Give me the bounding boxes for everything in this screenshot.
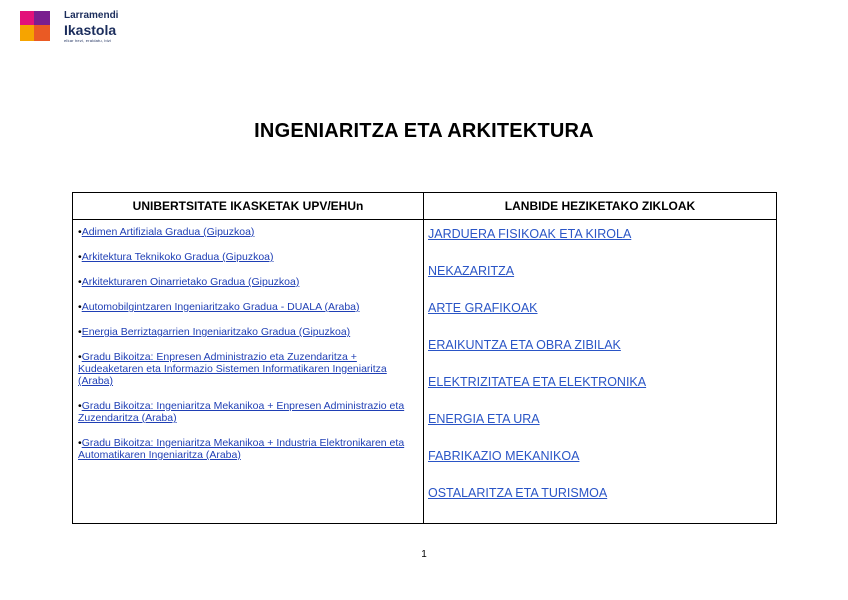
university-degree-link[interactable]: Gradu Bikoitza: Ingeniaritza Mekanikoa + Industria Elektronikaren eta Automatikaren Ingeniaritza (Araba) xyxy=(78,437,405,461)
university-list-item xyxy=(78,351,419,387)
header-university: UNIBERTSITATE IKASKETAK UPV/EHUn xyxy=(73,193,424,220)
logo-mark-icon xyxy=(20,11,50,41)
vocational-cycle-link[interactable]: ERAIKUNTZA ETA OBRA ZIBILAK xyxy=(428,338,621,352)
university-list-item xyxy=(78,301,419,313)
university-degree-link[interactable]: Arkitektura Teknikoko Gradua (Gipuzkoa) xyxy=(81,251,274,263)
vocational-list-item xyxy=(428,374,772,390)
university-list-item xyxy=(78,276,419,288)
page-title: INGENIARITZA ETA ARKITEKTURA xyxy=(254,120,594,142)
vocational-cycle-link[interactable]: FABRIKAZIO MEKANIKOA xyxy=(428,449,580,463)
vocational-cycle-link[interactable]: ENERGIA ETA URA xyxy=(428,412,540,426)
bullet: • xyxy=(78,437,82,449)
logo-line1: Larramendi xyxy=(64,10,119,21)
logo-text xyxy=(64,11,118,43)
vocational-list xyxy=(424,220,776,501)
university-list xyxy=(73,220,423,461)
studies-table xyxy=(72,192,777,524)
page-number: 1 xyxy=(421,549,427,560)
table-row xyxy=(73,220,777,524)
logo-tagline: elkar hezi, eraldatu, bizi xyxy=(64,38,112,43)
university-degree-link[interactable]: Automobilgintzaren Ingeniaritzako Gradua - DUALA (Araba) xyxy=(81,301,360,313)
vocational-list-item xyxy=(428,448,772,464)
vocational-list-item xyxy=(428,300,772,316)
bullet: • xyxy=(78,251,82,263)
bullet: • xyxy=(78,226,82,238)
vocational-cycle-link[interactable]: ARTE GRAFIKOAK xyxy=(428,301,538,315)
vocational-cycle-link[interactable]: ELEKTRIZITATEA ETA ELEKTRONIKA xyxy=(428,375,647,389)
table-header-row xyxy=(73,193,777,220)
vocational-list-item xyxy=(428,485,772,501)
university-list-item xyxy=(78,400,419,424)
university-degree-link[interactable]: Gradu Bikoitza: Enpresen Administrazio eta Zuzendaritza + Kudeaketaren eta Informazio Sistemen Informatikaren Ingeniaritza (Araba) xyxy=(78,351,387,387)
university-degree-link[interactable]: Arkitekturaren Oinarrietako Gradua (Gipuzkoa) xyxy=(81,276,300,288)
university-list-item xyxy=(78,437,419,461)
vocational-cycle-link[interactable]: JARDUERA FISIKOAK ETA KIROLA xyxy=(428,227,632,241)
logo-line2: Ikastola xyxy=(64,22,117,38)
university-cell xyxy=(73,220,424,524)
bullet: • xyxy=(78,326,82,338)
university-degree-link[interactable]: Adimen Artifiziala Gradua (Gipuzkoa) xyxy=(81,226,255,238)
bullet: • xyxy=(78,301,82,313)
vocational-list-item xyxy=(428,263,772,279)
vocational-list-item xyxy=(428,337,772,353)
vocational-cycle-link[interactable]: OSTALARITZA ETA TURISMOA xyxy=(428,486,608,500)
vocational-list-item xyxy=(428,226,772,242)
logo xyxy=(20,11,118,43)
university-list-item xyxy=(78,326,419,338)
bullet: • xyxy=(78,351,82,363)
vocational-list-item xyxy=(428,411,772,427)
university-degree-link[interactable]: Gradu Bikoitza: Ingeniaritza Mekanikoa + Enpresen Administrazio eta Zuzendaritza (Araba) xyxy=(78,400,405,424)
bullet: • xyxy=(78,400,82,412)
vocational-cycle-link[interactable]: NEKAZARITZA xyxy=(428,264,515,278)
header-vocational: LANBIDE HEZIKETAKO ZIKLOAK xyxy=(424,193,777,220)
bullet: • xyxy=(78,276,82,288)
vocational-cell xyxy=(424,220,777,524)
university-degree-link[interactable]: Energia Berriztagarrien Ingeniaritzako Gradua (Gipuzkoa) xyxy=(81,326,351,338)
university-list-item xyxy=(78,226,419,238)
university-list-item xyxy=(78,251,419,263)
